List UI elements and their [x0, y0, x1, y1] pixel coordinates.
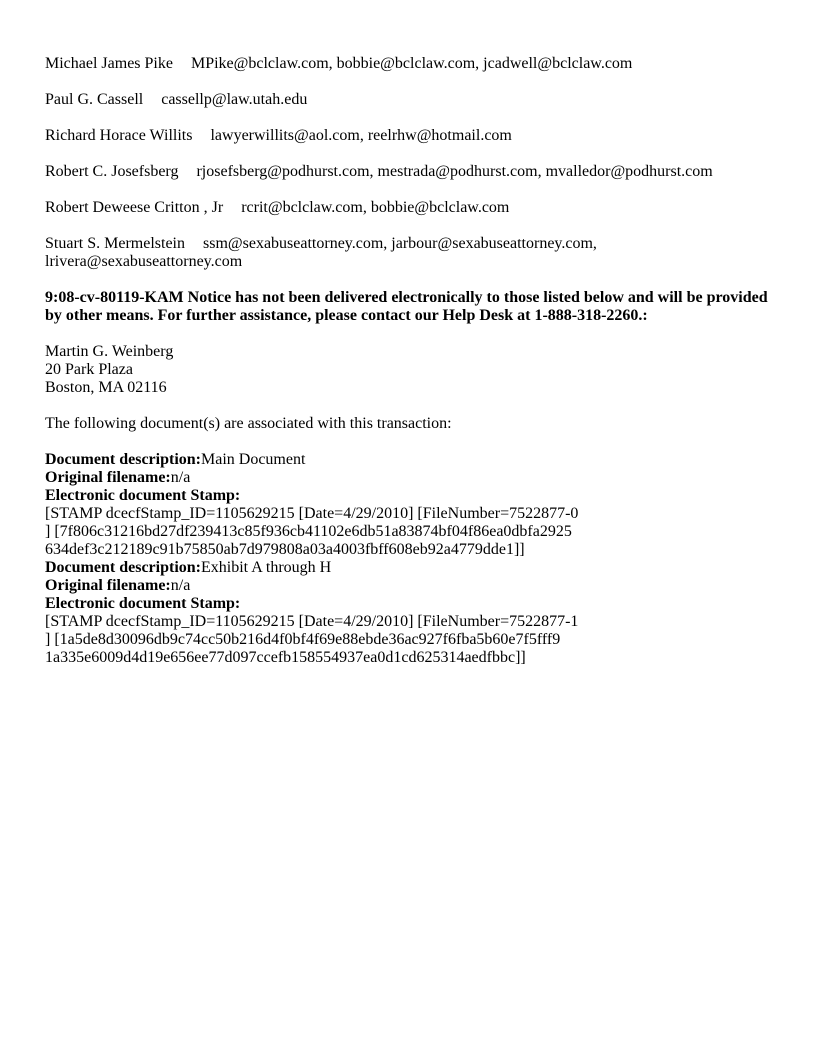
contact-emails-continued: lrivera@sexabuseattorney.com [45, 253, 243, 270]
contact-name: Paul G. Cassell [45, 91, 144, 108]
contact-entry [45, 199, 775, 217]
contact-name: Robert Deweese Critton , Jr [45, 199, 224, 216]
document-filename: n/a [170, 577, 191, 594]
contact-entry [45, 235, 775, 271]
contact-name: Richard Horace Willits [45, 127, 193, 144]
notice-line: 9:08-cv-80119-KAM Notice has not been delivered electronically to those listed below and will be provided [45, 289, 768, 306]
stamp-line: ] [1a5de8d30096db9c74cc50b216d4f0bf4f69e88ebde36ac927f6fba5b60e7f5fff9 [45, 631, 561, 648]
stamp-line: [STAMP dcecfStamp_ID=1105629215 [Date=4/29/2010] [FileNumber=7522877-1 [45, 613, 579, 630]
document-entry [45, 559, 775, 667]
associated-documents-intro: The following document(s) are associated with this transaction: [45, 415, 452, 432]
stamp-label: Electronic document Stamp: [45, 487, 241, 504]
recipient-name: Martin G. Weinberg [45, 343, 174, 360]
contact-emails: rjosefsberg@podhurst.com, mestrada@podhurst.com, mvalledor@podhurst.com [196, 163, 713, 180]
stamp-line: 1a335e6009d4d19e656ee77d097ccefb158554937ea0d1cd625314aedfbbc]] [45, 649, 526, 666]
description-label: Document description: [45, 451, 201, 468]
stamp-line: [STAMP dcecfStamp_ID=1105629215 [Date=4/29/2010] [FileNumber=7522877-0 [45, 505, 579, 522]
contact-emails: lawyerwillits@aol.com, reelrhw@hotmail.com [210, 127, 512, 144]
filename-label: Original filename: [45, 469, 171, 486]
mail-recipient-address [45, 343, 775, 397]
notice-line: by other means. For further assistance, please contact our Help Desk at 1-888-318-2260.: [45, 307, 648, 324]
contact-emails: MPike@bclclaw.com, bobbie@bclclaw.com, jcadwell@bclclaw.com [190, 55, 633, 72]
document-description: Main Document [200, 451, 306, 468]
contact-emails: ssm@sexabuseattorney.com, jarbour@sexabuseattorney.com, [202, 235, 597, 252]
contact-entry [45, 55, 775, 73]
document-description: Exhibit A through H [200, 559, 332, 576]
stamp-line: ] [7f806c31216bd27df239413c85f936cb41102e6db51a83874bf04f86ea0dbfa2925 [45, 523, 572, 540]
notice-document [45, 55, 775, 667]
description-label: Document description: [45, 559, 201, 576]
contact-entry [45, 163, 775, 181]
contact-emails: cassellp@law.utah.edu [161, 91, 308, 108]
contact-name: Michael James Pike [45, 55, 173, 72]
contact-entry [45, 91, 775, 109]
filename-label: Original filename: [45, 577, 171, 594]
contact-name: Robert C. Josefsberg [45, 163, 179, 180]
stamp-line: 634def3c212189c91b75850ab7d979808a03a4003fbff608eb92a4779dde1]] [45, 541, 525, 558]
contact-emails: rcrit@bclclaw.com, bobbie@bclclaw.com [241, 199, 510, 216]
contact-entry [45, 127, 775, 145]
recipient-city: Boston, MA 02116 [45, 379, 167, 396]
contact-name: Stuart S. Mermelstein [45, 235, 185, 252]
document-entry [45, 451, 775, 559]
document-filename: n/a [170, 469, 191, 486]
recipient-street: 20 Park Plaza [45, 361, 133, 378]
manual-delivery-notice [45, 289, 775, 325]
stamp-label: Electronic document Stamp: [45, 595, 241, 612]
